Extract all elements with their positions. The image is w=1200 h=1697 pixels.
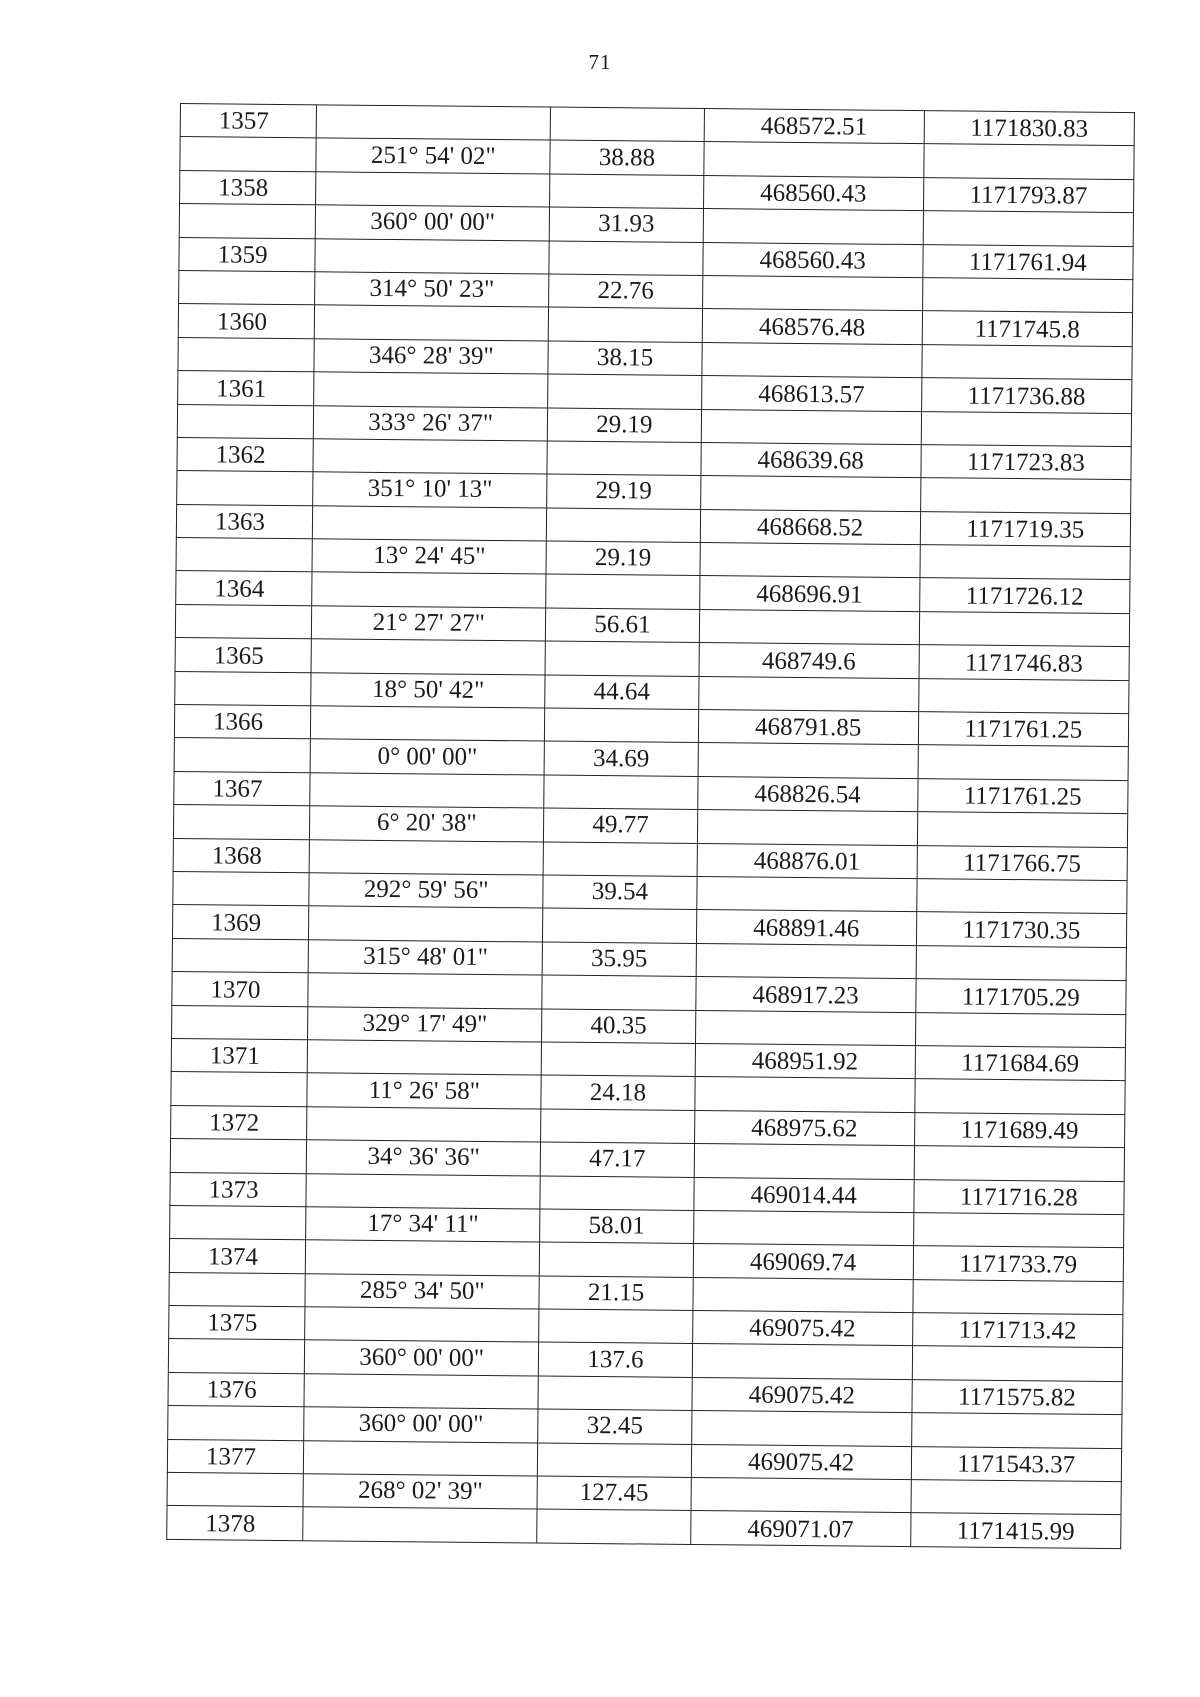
bearing-cell: 314° 50' 23" xyxy=(315,272,549,308)
easting-cell: 468791.85 xyxy=(698,710,918,746)
station-point-cell: 1367 xyxy=(174,771,311,806)
northing-cell xyxy=(911,1480,1122,1515)
easting-cell xyxy=(693,1210,913,1246)
station-point-cell xyxy=(175,671,312,706)
northing-cell: 1171761.25 xyxy=(917,778,1128,813)
northing-cell xyxy=(914,1146,1125,1181)
station-point-cell: 1378 xyxy=(167,1506,304,1541)
northing-cell xyxy=(915,1012,1126,1047)
distance-cell: 34.69 xyxy=(544,741,698,776)
distance-cell: 22.76 xyxy=(549,274,703,309)
northing-cell xyxy=(916,879,1127,914)
distance-cell: 38.88 xyxy=(550,140,704,175)
northing-cell xyxy=(921,411,1132,446)
station-point-cell: 1376 xyxy=(168,1372,305,1407)
northing-cell: 1171713.42 xyxy=(912,1313,1123,1348)
station-point-cell xyxy=(168,1406,305,1441)
bearing-cell: 268° 02' 39" xyxy=(303,1474,537,1510)
bearing-cell: 292° 59' 56" xyxy=(309,873,543,909)
easting-cell xyxy=(698,743,918,779)
bearing-cell xyxy=(315,238,549,274)
northing-cell: 1171689.49 xyxy=(914,1112,1125,1147)
easting-cell: 469071.07 xyxy=(690,1511,910,1547)
station-point-cell xyxy=(177,404,314,439)
bearing-cell xyxy=(308,973,542,1009)
northing-cell: 1171793.87 xyxy=(923,177,1134,212)
northing-cell: 1171415.99 xyxy=(910,1513,1121,1548)
station-point-cell xyxy=(170,1205,307,1240)
easting-cell: 469075.42 xyxy=(692,1377,912,1413)
station-point-cell: 1360 xyxy=(178,304,315,339)
easting-cell xyxy=(703,209,923,245)
bearing-cell: 11° 26' 58" xyxy=(307,1073,541,1109)
distance-cell xyxy=(539,1309,693,1344)
bearing-cell: 285° 34' 50" xyxy=(305,1273,539,1309)
bearing-cell xyxy=(310,773,544,809)
distance-cell xyxy=(539,1242,693,1277)
bearing-cell xyxy=(316,105,550,141)
distance-cell xyxy=(537,1509,691,1544)
distance-cell xyxy=(541,1042,695,1077)
distance-cell: 58.01 xyxy=(540,1209,694,1244)
northing-cell xyxy=(913,1279,1124,1314)
station-point-cell: 1358 xyxy=(180,170,317,205)
northing-cell xyxy=(922,344,1133,379)
station-point-cell xyxy=(172,1005,309,1040)
easting-cell xyxy=(691,1477,911,1513)
station-point-cell xyxy=(176,538,313,573)
distance-cell: 56.61 xyxy=(546,608,700,643)
northing-cell: 1171830.83 xyxy=(924,111,1135,146)
northing-cell xyxy=(920,478,1131,513)
station-point-cell xyxy=(173,805,310,840)
easting-cell xyxy=(700,543,920,579)
northing-cell xyxy=(918,678,1129,713)
station-point-cell xyxy=(178,337,315,372)
northing-cell: 1171746.83 xyxy=(919,645,1130,680)
bearing-cell xyxy=(313,505,547,541)
northing-cell xyxy=(917,812,1128,847)
station-point-cell: 1357 xyxy=(180,104,317,139)
station-point-cell: 1369 xyxy=(172,905,309,940)
easting-cell: 469069.74 xyxy=(693,1244,913,1280)
northing-cell xyxy=(923,144,1134,179)
easting-cell: 468826.54 xyxy=(697,776,917,812)
distance-cell xyxy=(545,708,699,743)
northing-cell: 1171761.94 xyxy=(923,244,1134,279)
northing-cell xyxy=(911,1413,1122,1448)
station-point-cell: 1361 xyxy=(178,371,315,406)
distance-cell xyxy=(546,575,700,610)
bearing-cell xyxy=(314,372,548,408)
station-point-cell: 1364 xyxy=(176,571,313,606)
distance-cell xyxy=(550,174,704,209)
easting-cell: 469014.44 xyxy=(694,1177,914,1213)
distance-cell: 39.54 xyxy=(543,875,697,910)
bearing-cell: 360° 00' 00" xyxy=(315,205,549,241)
distance-cell xyxy=(547,441,701,476)
distance-cell: 49.77 xyxy=(544,808,698,843)
distance-cell: 31.93 xyxy=(549,207,703,242)
northing-cell xyxy=(916,945,1127,980)
northing-cell xyxy=(913,1212,1124,1247)
station-point-cell: 1359 xyxy=(179,237,316,272)
station-point-cell xyxy=(172,938,309,973)
station-point-cell: 1370 xyxy=(172,972,309,1007)
station-point-cell xyxy=(169,1272,306,1307)
northing-cell: 1171736.88 xyxy=(921,378,1132,413)
easting-cell: 469075.42 xyxy=(691,1444,911,1480)
bearing-cell xyxy=(307,1040,541,1076)
distance-cell: 137.6 xyxy=(539,1342,693,1377)
northing-cell xyxy=(920,545,1131,580)
distance-cell: 24.18 xyxy=(541,1075,695,1110)
distance-cell xyxy=(542,975,696,1010)
bearing-cell: 333° 26' 37" xyxy=(314,405,548,441)
northing-cell: 1171745.8 xyxy=(922,311,1133,346)
easting-cell: 468572.51 xyxy=(704,109,924,145)
easting-cell: 468560.43 xyxy=(703,175,923,211)
easting-cell xyxy=(696,943,916,979)
bearing-cell: 18° 50' 42" xyxy=(311,672,545,708)
distance-cell: 35.95 xyxy=(542,942,696,977)
station-point-cell: 1371 xyxy=(171,1038,308,1073)
bearing-cell: 315° 48' 01" xyxy=(308,940,542,976)
station-point-cell: 1368 xyxy=(173,838,310,873)
bearing-cell xyxy=(313,439,547,475)
distance-cell xyxy=(543,908,697,943)
bearing-cell: 329° 17' 49" xyxy=(308,1006,542,1042)
northing-cell: 1171716.28 xyxy=(914,1179,1125,1214)
easting-cell xyxy=(691,1411,911,1447)
bearing-cell: 360° 00' 00" xyxy=(304,1407,538,1443)
bearing-cell: 34° 36' 36" xyxy=(307,1140,541,1176)
distance-cell xyxy=(548,307,702,342)
bearing-cell xyxy=(304,1440,538,1476)
bearing-cell xyxy=(316,172,550,208)
easting-cell: 469075.42 xyxy=(692,1311,912,1347)
distance-cell xyxy=(549,241,703,276)
distance-cell: 29.19 xyxy=(547,408,701,443)
station-point-cell xyxy=(171,1072,308,1107)
station-point-cell xyxy=(179,270,316,305)
easting-cell xyxy=(696,876,916,912)
easting-cell xyxy=(702,275,922,311)
northing-cell: 1171719.35 xyxy=(920,511,1131,546)
easting-cell: 468876.01 xyxy=(697,843,917,879)
distance-cell xyxy=(540,1176,694,1211)
bearing-cell: 251° 54' 02" xyxy=(316,138,550,174)
station-point-cell xyxy=(167,1472,304,1507)
distance-cell: 29.19 xyxy=(547,474,701,509)
northing-cell xyxy=(918,745,1129,780)
page-number: 71 xyxy=(588,50,612,74)
easting-cell: 468639.68 xyxy=(701,442,921,478)
distance-cell xyxy=(541,1109,695,1144)
bearing-cell: 351° 10' 13" xyxy=(313,472,547,508)
station-point-cell xyxy=(170,1139,307,1174)
easting-cell xyxy=(704,142,924,178)
distance-cell xyxy=(550,107,704,142)
station-point-cell xyxy=(177,471,314,506)
northing-cell: 1171733.79 xyxy=(913,1246,1124,1281)
bearing-cell: 6° 20' 38" xyxy=(310,806,544,842)
distance-cell: 44.64 xyxy=(545,675,699,710)
bearing-cell: 13° 24' 45" xyxy=(312,539,546,575)
easting-cell: 468576.48 xyxy=(702,309,922,345)
station-point-cell: 1366 xyxy=(174,705,311,740)
station-point-cell xyxy=(174,738,311,773)
easting-cell xyxy=(701,409,921,445)
easting-cell xyxy=(698,676,918,712)
bearing-cell: 0° 00' 00" xyxy=(310,739,544,775)
bearing-cell: 346° 28' 39" xyxy=(314,339,548,375)
easting-cell: 468749.6 xyxy=(699,643,919,679)
distance-cell xyxy=(548,374,702,409)
easting-cell xyxy=(692,1344,912,1380)
northing-cell xyxy=(919,611,1130,646)
easting-cell: 468668.52 xyxy=(700,509,920,545)
easting-cell xyxy=(695,1010,915,1046)
easting-cell: 468613.57 xyxy=(701,376,921,412)
traverse-table xyxy=(166,103,1135,1549)
easting-cell: 468951.92 xyxy=(695,1043,915,1079)
bearing-cell xyxy=(307,1106,541,1142)
distance-cell: 32.45 xyxy=(538,1409,692,1444)
bearing-cell: 17° 34' 11" xyxy=(306,1207,540,1243)
traverse-table-body xyxy=(167,104,1135,1549)
easting-cell xyxy=(697,810,917,846)
bearing-cell: 21° 27' 27" xyxy=(312,606,546,642)
northing-cell xyxy=(922,278,1133,313)
northing-cell: 1171705.29 xyxy=(915,979,1126,1014)
northing-cell: 1171543.37 xyxy=(911,1446,1122,1481)
bearing-cell xyxy=(315,305,549,341)
distance-cell: 29.19 xyxy=(546,541,700,576)
bearing-cell xyxy=(304,1374,538,1410)
bearing-cell xyxy=(311,639,545,675)
northing-cell: 1171684.69 xyxy=(915,1046,1126,1081)
easting-cell: 468696.91 xyxy=(699,576,919,612)
bearing-cell xyxy=(305,1307,539,1343)
easting-cell: 468917.23 xyxy=(695,977,915,1013)
distance-cell xyxy=(543,842,697,877)
easting-cell xyxy=(694,1144,914,1180)
northing-cell xyxy=(923,211,1134,246)
distance-cell xyxy=(544,775,698,810)
easting-cell: 468891.46 xyxy=(696,910,916,946)
easting-cell xyxy=(695,1077,915,1113)
distance-cell: 38.15 xyxy=(548,341,702,376)
northing-cell: 1171766.75 xyxy=(917,845,1128,880)
easting-cell xyxy=(700,476,920,512)
bearing-cell xyxy=(309,906,543,942)
distance-cell: 21.15 xyxy=(539,1276,693,1311)
station-point-cell: 1373 xyxy=(170,1172,307,1207)
northing-cell xyxy=(912,1346,1123,1381)
easting-cell: 468560.43 xyxy=(703,242,923,278)
station-point-cell: 1365 xyxy=(175,638,312,673)
distance-cell xyxy=(545,641,699,676)
northing-cell xyxy=(915,1079,1126,1114)
bearing-cell: 360° 00' 00" xyxy=(305,1340,539,1376)
northing-cell: 1171575.82 xyxy=(912,1379,1123,1414)
station-point-cell xyxy=(175,604,312,639)
station-point-cell: 1363 xyxy=(176,504,313,539)
distance-cell: 127.45 xyxy=(537,1476,691,1511)
distance-cell xyxy=(538,1443,692,1478)
bearing-cell xyxy=(303,1507,537,1543)
station-point-cell: 1377 xyxy=(167,1439,304,1474)
distance-cell xyxy=(538,1376,692,1411)
northing-cell: 1171723.83 xyxy=(921,445,1132,480)
station-point-cell: 1372 xyxy=(171,1105,308,1140)
easting-cell xyxy=(693,1277,913,1313)
distance-cell: 40.35 xyxy=(542,1009,696,1044)
easting-cell: 468975.62 xyxy=(694,1110,914,1146)
station-point-cell: 1375 xyxy=(169,1306,306,1341)
bearing-cell xyxy=(312,572,546,608)
northing-cell: 1171761.25 xyxy=(918,712,1129,747)
bearing-cell xyxy=(306,1240,540,1276)
station-point-cell xyxy=(173,871,310,906)
bearing-cell xyxy=(309,839,543,875)
bearing-cell xyxy=(306,1173,540,1209)
distance-cell: 47.17 xyxy=(540,1142,694,1177)
station-point-cell xyxy=(180,137,317,172)
station-point-cell xyxy=(168,1339,305,1374)
easting-cell xyxy=(702,342,922,378)
northing-cell: 1171730.35 xyxy=(916,912,1127,947)
station-point-cell xyxy=(179,204,316,239)
bearing-cell xyxy=(311,706,545,742)
easting-cell xyxy=(699,609,919,645)
northing-cell: 1171726.12 xyxy=(919,578,1130,613)
distance-cell xyxy=(547,508,701,543)
station-point-cell: 1374 xyxy=(169,1239,306,1274)
station-point-cell: 1362 xyxy=(177,437,314,472)
